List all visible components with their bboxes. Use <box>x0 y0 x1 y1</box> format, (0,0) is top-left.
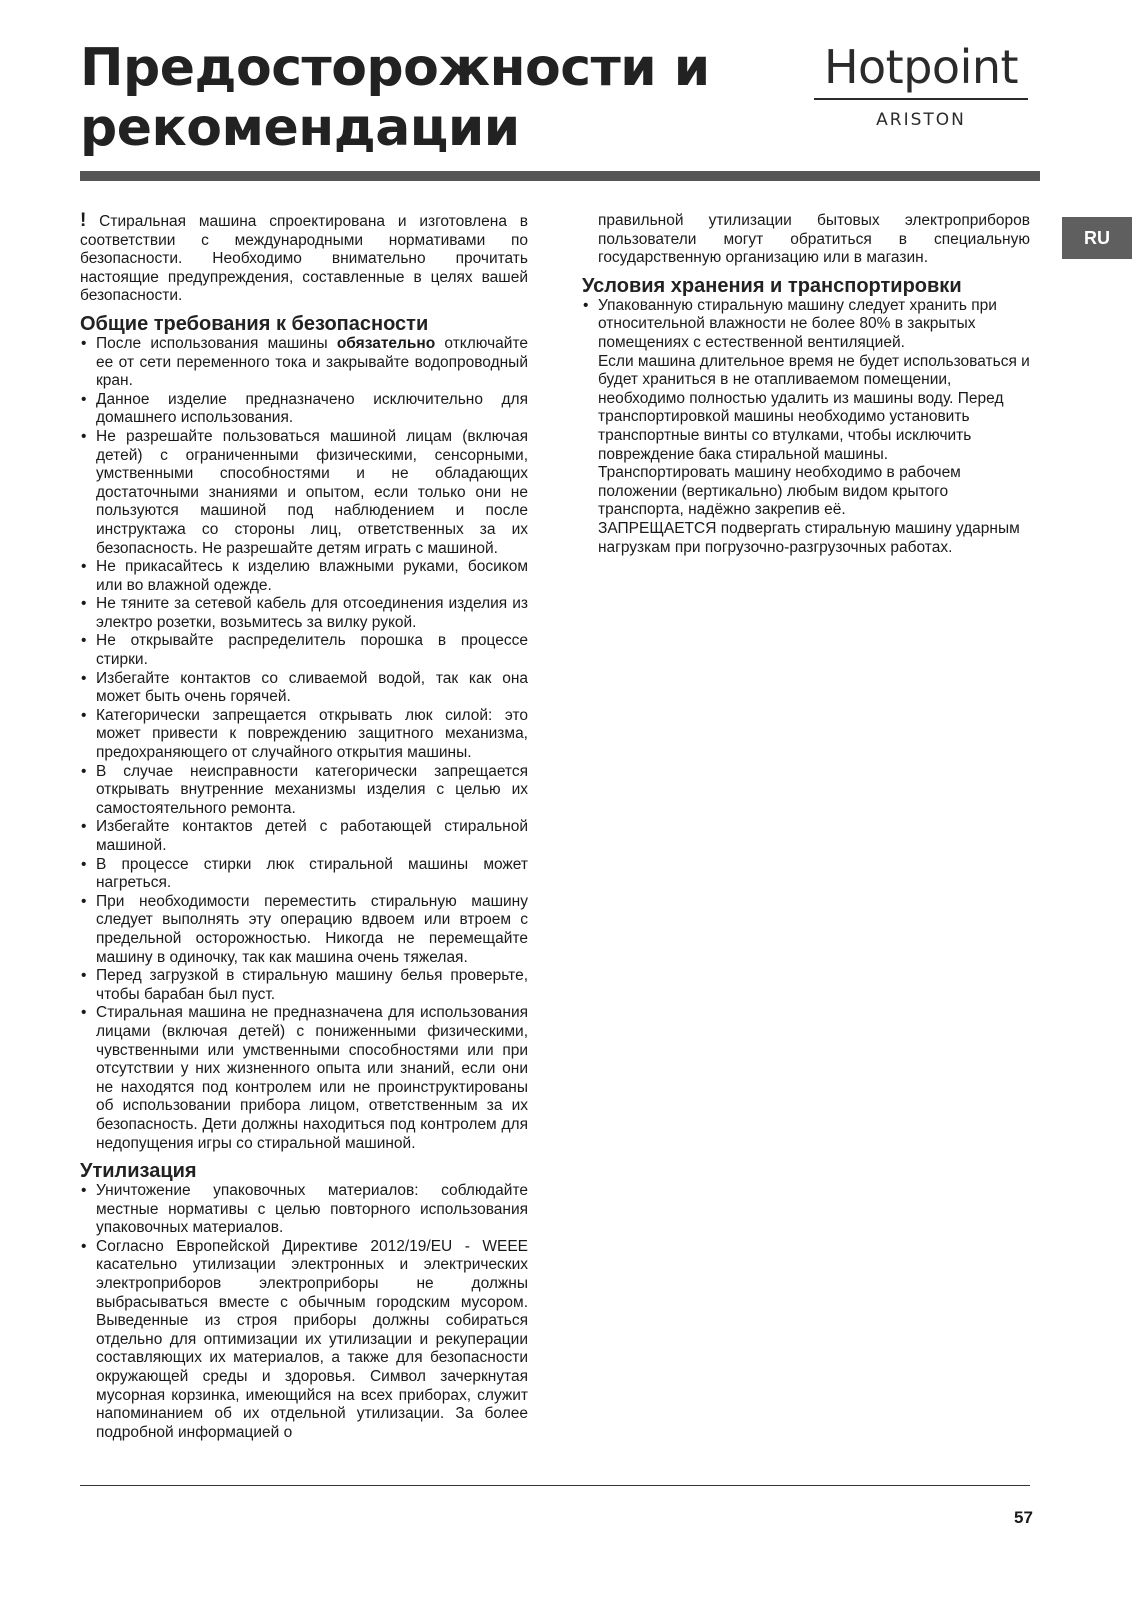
list-item-text: В случае неисправности категорически запрещается открывать внутренние механизмы изделия с целью их самостоятельного ремонта. <box>96 762 528 817</box>
brand-name: Hotpoint <box>823 40 1019 94</box>
general-safety-heading: Общие требования к безопасности <box>80 312 429 335</box>
bullet: • <box>81 1237 87 1255</box>
list-item-text: Не прикасайтесь к изделию влажными руками, босиком или во влажной одежде. <box>96 558 528 594</box>
right-column <box>582 212 1030 557</box>
bullet: • <box>81 558 87 576</box>
bullet: • <box>81 1182 87 1200</box>
list-item-text: Избегайте контактов детей с работающей стиральной машиной. <box>96 818 528 854</box>
list-item <box>80 391 528 428</box>
list-item <box>80 1004 528 1153</box>
brand-subname: ARISTON <box>876 110 966 130</box>
list-item <box>80 428 528 558</box>
disposal-list <box>80 1182 528 1442</box>
bullet: • <box>81 855 87 873</box>
emphasis-text: обязательно <box>336 334 436 352</box>
list-item-text: отключайте ее от сети переменного тока и закрывайте водопроводный кран. <box>96 334 528 390</box>
list-item <box>80 670 528 707</box>
list-item-text: Избегайте контактов со сливаемой водой, так как она может быть очень горячей. <box>96 669 528 706</box>
list-item-text: После использования машины <box>96 334 337 352</box>
list-item-text: Не открывайте распределитель порошка в процессе стирки. <box>96 632 528 669</box>
list-item <box>80 707 528 763</box>
logo-divider <box>814 98 1028 100</box>
list-item <box>80 763 528 819</box>
storage-text: Упакованную стиральную машину следует хранить при относительной влажности не более 80% в закрытых помещениях с естественной вентиляцией. <box>598 296 997 351</box>
bullet: • <box>81 818 87 836</box>
page-number: 57 <box>1014 1508 1033 1527</box>
bullet: • <box>81 762 87 780</box>
bullet: • <box>81 632 87 650</box>
footer-divider <box>80 1485 1030 1486</box>
disposal-continuation: правильной утилизации бытовых электроприборов пользователи могут обратиться в специальную государственную организацию или в магазин. <box>598 212 1030 267</box>
list-item-text: Стиральная машина не предназначена для использования лицами (включая детей) с пониженными физическими, чувственными или умственными способностями или при отсутствии у них жизненного опыта или знаний, если они не находятся под контролем или не проинструктированы об использовании прибора лицом, ответственным за их безопасность. Дети должны находиться под контролем для недопущения игры со стиральной машиной. <box>96 1004 528 1152</box>
list-item <box>80 558 528 595</box>
storage-paragraph: Если машина длительное время не будет использоваться и будет храниться в не отапливаемом помещении, необходимо полностью удалить из машины воду. Перед транспортировкой машины необходимо установить транспортные винты со втулками, чтобы исключить повреждение бака стиральной машины. <box>598 352 1030 463</box>
list-item <box>80 1238 528 1443</box>
storage-heading: Условия хранения и транспортировки <box>582 274 962 297</box>
bullet: • <box>81 1004 87 1022</box>
list-item-text: Данное изделие предназначено исключительно для домашнего использования. <box>96 390 528 427</box>
bullet: • <box>81 967 87 985</box>
header-divider-bar <box>80 171 1040 181</box>
list-item <box>80 632 528 669</box>
intro-paragraph <box>80 212 528 306</box>
storage-section <box>582 297 1030 557</box>
list-item-text: Не тяните за сетевой кабель для отсоединения изделия из электро розетки, возьмитесь за вилку рукой. <box>96 595 528 631</box>
storage-paragraph <box>582 297 1030 353</box>
bullet: • <box>81 427 87 445</box>
list-item <box>80 856 528 893</box>
list-item-text: Согласно Европейской Директиве 2012/19/EU - WEEE касательно утилизации электронных и электрических электроприборов электроприборы не должны выбрасываться вместе с обычным городским мусором. Выведенные из строя приборы должны собираться отдельно для оптимизации их утилизации и рекуперации составляющих их материалов, а также для безопасности окружающей среды и здоровья. Символ зачеркнутая мусорная корзинка, имеющийся на всех приборах, служит напоминанием об их отдельной утилизации. За более подробной информацией о <box>96 1237 528 1441</box>
list-item <box>80 595 528 632</box>
storage-paragraph: Транспортировать машину необходимо в рабочем положении (вертикально) любым видом крытого транспорта, надёжно закрепив её. <box>598 464 961 519</box>
list-item-text: Уничтожение упаковочных материалов: соблюдайте местные нормативы с целью повторного использования упаковочных материалов. <box>96 1182 528 1237</box>
list-item <box>80 1182 528 1238</box>
list-item-text: Категорически запрещается открывать люк силой: это может привести к повреждению защитного механизма, предохраняющего от случайного открытия машины. <box>96 706 528 762</box>
list-item <box>80 818 528 855</box>
general-safety-list <box>80 335 528 1153</box>
list-item <box>80 967 528 1004</box>
bullet: • <box>583 296 589 314</box>
list-item-text: В процессе стирки люк стиральной машины может нагреться. <box>96 855 528 892</box>
brand-logo <box>806 40 1036 131</box>
list-item <box>80 335 528 391</box>
left-column <box>80 212 528 1442</box>
warning-mark: ! <box>80 210 87 231</box>
bullet: • <box>81 390 87 408</box>
storage-paragraph: ЗАПРЕЩАЕТСЯ подвергать стиральную машину ударным нагрузкам при погрузочно-разгрузочных работах. <box>598 519 1020 556</box>
bullet: • <box>81 706 87 724</box>
list-item-text: Перед загрузкой в стиральную машину белья проверьте, чтобы барабан был пуст. <box>96 967 528 1003</box>
bullet: • <box>81 334 87 352</box>
page-title: Предосторожности и рекомендации <box>80 38 710 158</box>
list-item <box>80 893 528 967</box>
bullet: • <box>81 595 87 613</box>
language-tab: RU <box>1062 217 1132 259</box>
intro-text: Стиральная машина спроектирована и изготовлена в соответствии с международными нормативами по безопасности. Необходимо внимательно прочитать настоящие предупреждения, составленные в целях вашей безопасности. <box>80 213 528 305</box>
list-item-text: Не разрешайте пользоваться машиной лицам (включая детей) с ограниченными физическими, сенсорными, умственными способностями и не обладающих достаточными знаниями и опытом, если только они не пользуются машиной под наблюдением и после инструктажа со стороны лиц, ответственных за их безопасность. Не разрешайте детям играть с машиной. <box>96 427 528 557</box>
bullet: • <box>81 892 87 910</box>
disposal-heading: Утилизация <box>80 1160 197 1183</box>
bullet: • <box>81 669 87 687</box>
list-item-text: При необходимости переместить стиральную машину следует выполнять эту операцию вдвоем или втроем с предельной осторожностью. Никогда не перемещайте машину в одиночку, так как машина очень тяжелая. <box>96 892 528 966</box>
